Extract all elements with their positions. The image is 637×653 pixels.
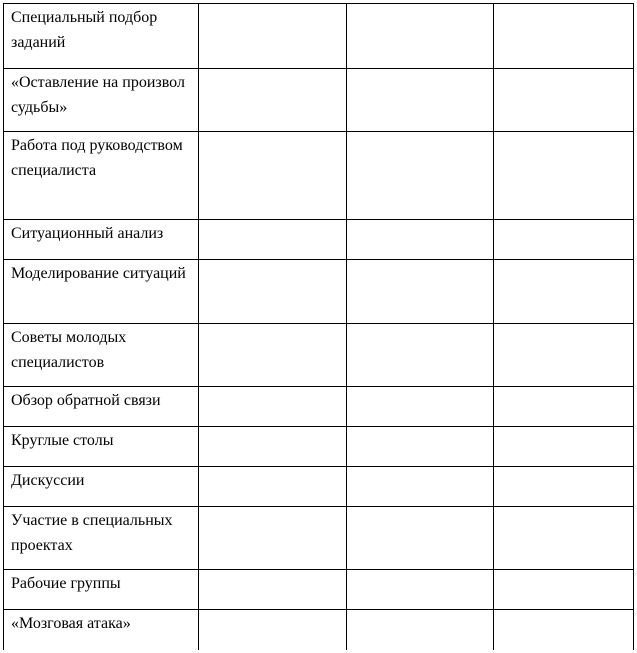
empty-cell <box>199 570 347 610</box>
row-label: «Мозговая атака» <box>11 615 131 632</box>
table-row <box>4 427 634 467</box>
row-label: Специальный подбор заданий <box>11 9 158 51</box>
row-label-cell <box>4 324 199 387</box>
empty-cell <box>494 260 634 324</box>
empty-cell <box>347 427 494 467</box>
row-label: Обзор обратной связи <box>11 392 161 409</box>
empty-cell <box>347 324 494 387</box>
empty-cell <box>494 507 634 570</box>
row-label-cell <box>4 220 199 260</box>
empty-cell <box>199 610 347 650</box>
row-label: Ситуационный анализ <box>11 225 164 242</box>
row-label-cell <box>4 4 199 69</box>
table-row <box>4 467 634 507</box>
empty-cell <box>347 387 494 427</box>
table-row <box>4 507 634 570</box>
row-label: Рабочие группы <box>11 575 121 592</box>
empty-cell <box>347 132 494 220</box>
empty-cell <box>494 4 634 69</box>
row-label: Работа под руководством специалиста <box>11 137 183 179</box>
row-label-cell <box>4 69 199 132</box>
empty-cell <box>347 69 494 132</box>
empty-cell <box>199 324 347 387</box>
empty-cell <box>347 610 494 650</box>
empty-cell <box>494 467 634 507</box>
empty-cell <box>494 387 634 427</box>
row-label-cell <box>4 570 199 610</box>
row-label: Участие в специальных проектах <box>11 512 173 554</box>
empty-cell <box>494 570 634 610</box>
row-label: Моделирование ситуаций <box>11 265 186 282</box>
empty-cell <box>199 132 347 220</box>
table-row <box>4 610 634 650</box>
empty-cell <box>494 132 634 220</box>
empty-cell <box>347 507 494 570</box>
row-label-cell <box>4 427 199 467</box>
empty-cell <box>347 467 494 507</box>
empty-cell <box>494 427 634 467</box>
empty-cell <box>347 4 494 69</box>
empty-cell <box>199 507 347 570</box>
table-row <box>4 220 634 260</box>
empty-cell <box>199 220 347 260</box>
methods-table <box>3 3 634 650</box>
empty-cell <box>199 4 347 69</box>
table-row <box>4 132 634 220</box>
empty-cell <box>199 69 347 132</box>
empty-cell <box>494 69 634 132</box>
row-label-cell <box>4 467 199 507</box>
empty-cell <box>347 260 494 324</box>
row-label: Дискуссии <box>11 472 85 489</box>
empty-cell <box>494 324 634 387</box>
row-label: «Оставление на произвол судьбы» <box>11 74 185 116</box>
table-row <box>4 324 634 387</box>
empty-cell <box>199 387 347 427</box>
empty-cell <box>347 220 494 260</box>
empty-cell <box>199 260 347 324</box>
empty-cell <box>199 427 347 467</box>
empty-cell <box>494 610 634 650</box>
row-label: Советы молодых специалистов <box>11 329 127 371</box>
table-row <box>4 260 634 324</box>
table-row <box>4 69 634 132</box>
table-row <box>4 387 634 427</box>
row-label-cell <box>4 387 199 427</box>
table-row <box>4 4 634 69</box>
row-label-cell <box>4 260 199 324</box>
row-label: Круглые столы <box>11 432 114 449</box>
empty-cell <box>494 220 634 260</box>
row-label-cell <box>4 507 199 570</box>
table-row <box>4 570 634 610</box>
row-label-cell <box>4 610 199 650</box>
row-label-cell <box>4 132 199 220</box>
empty-cell <box>199 467 347 507</box>
empty-cell <box>347 570 494 610</box>
